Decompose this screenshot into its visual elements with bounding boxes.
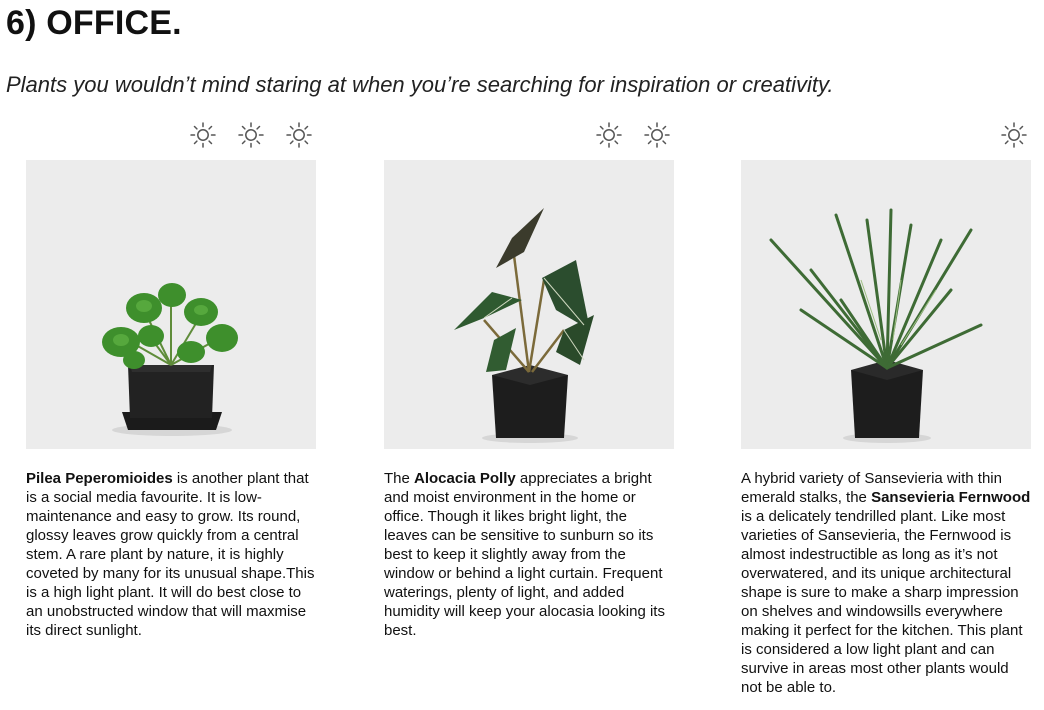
plant-description: Pilea Peperomioides is another plant that is a social media favourite. It is low-maintenance and easy to grow. Its round, glossy leaves grow quickly from a central stem. A rare plant by nature, it is highly coveted by many for its unusual shape.This is a high light plant. It will do best close to an unobstructed window that will maxmise its direct sunlight. [26,470,315,639]
plant-photo [384,160,674,449]
plant-name: Alocacia Polly [414,470,516,487]
sun-icon [236,120,266,150]
sun-icon [999,120,1029,150]
light-level-indicator [26,120,316,152]
light-level-indicator [384,120,674,152]
page-title: 6) OFFICE. [6,4,182,42]
light-level-indicator [741,120,1031,152]
plant-photo [26,160,316,449]
plant-name: Sansevieria Fernwood [871,489,1031,506]
sansevieria-image [741,160,1031,449]
plant-card-pilea [26,120,316,639]
page-subtitle: Plants you wouldn’t mind staring at when you’re searching for inspiration or creativity. [6,72,834,97]
sun-icon [284,120,314,150]
pilea-image [26,160,316,449]
plant-card-alocacia [384,120,674,639]
sun-icon [188,120,218,150]
alocacia-image [384,160,674,449]
sun-icon [594,120,624,150]
plant-card-sansevieria [741,120,1031,696]
sun-icon [642,120,672,150]
plant-photo [741,160,1031,449]
plant-description: A hybrid variety of Sansevieria with thin emerald stalks, the Sansevieria Fernwood is a delicately tendrilled plant. Like most varieties of Sansevieria, the Fernwood is almost indestructible as long as it’s not overwatered, and its unique architectural shape is sure to make a sharp impression on shelves and windowsills everywhere making it perfect for the kitchen. This plant is considered a low light plant and can survive in areas most other plants would not be able to. [741,470,1031,696]
plant-description: The Alocacia Polly appreciates a bright and moist environment in the home or office. Though it likes bright light, the leaves can be sensitive to sunburn so its best to keep it slightly away from the window or behind a light curtain. Frequent waterings, plenty of light, and added humidity will keep your alocasia looking its best. [384,470,665,639]
plant-name: Pilea Peperomioides [26,470,173,487]
